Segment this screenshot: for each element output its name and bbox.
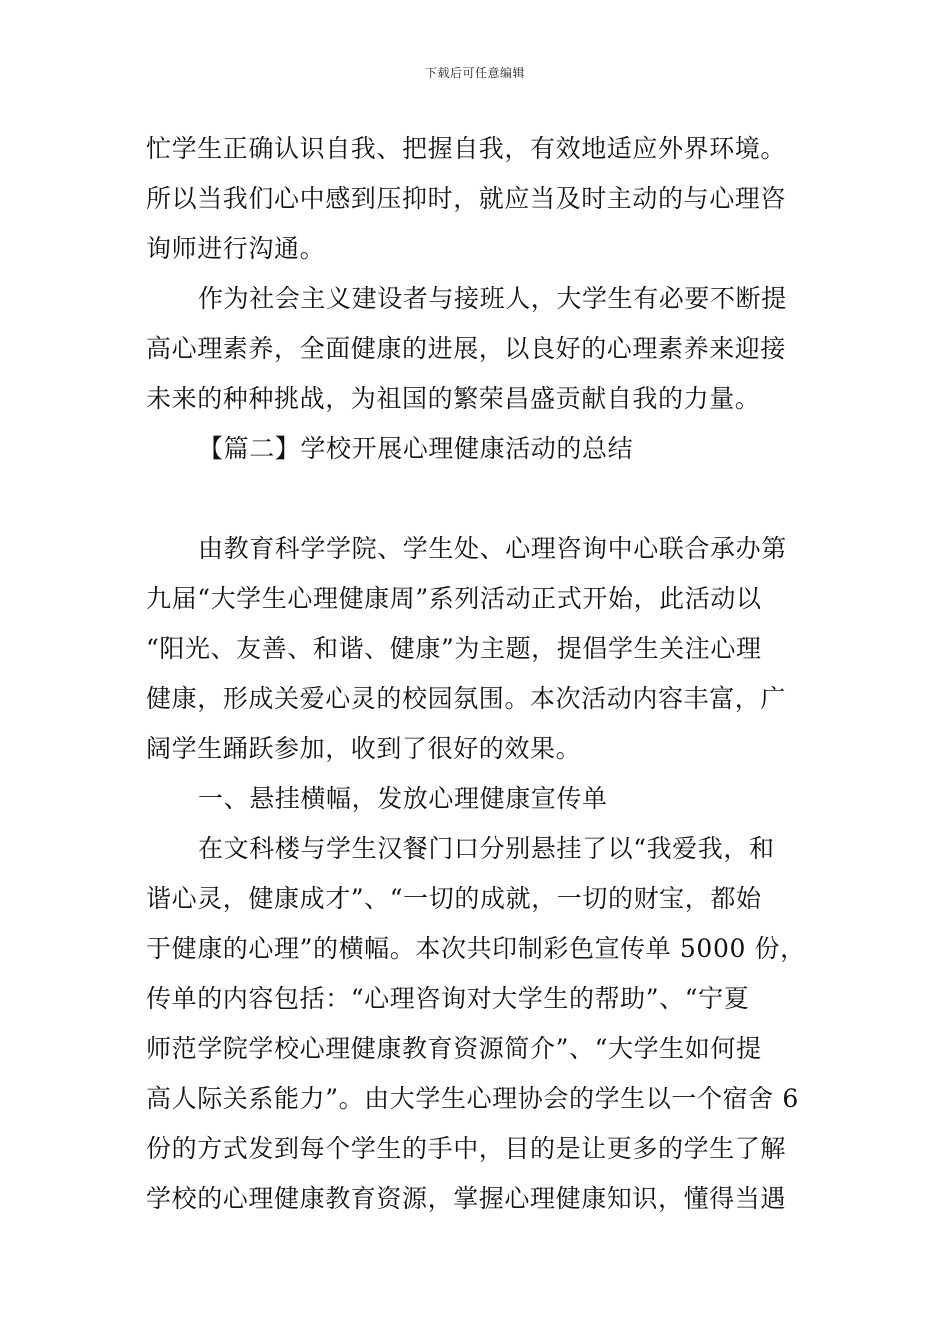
text-line: 高人际关系能力”。由大学生心理协会的学生以一个宿舍 6: [146, 1084, 799, 1113]
text-line: 忙学生正确认识自我、把握自我，有效地适应外界环境。: [146, 134, 787, 163]
text-line: 阔学生踊跃参加，收到了很好的效果。: [146, 734, 582, 763]
text-line: 于健康的心理”的横幅。本次共印制彩色宣传单 5000 份，: [146, 934, 806, 963]
document-body: [146, 124, 810, 1224]
text-line: 所以当我们心中感到压抑时，就应当及时主动的与心理咨: [146, 184, 787, 213]
text-line: 师范学院学校心理健康教育资源简介”、“大学生如何提: [146, 1034, 762, 1063]
text-line: 作为社会主义建设者与接班人，大学生有必要不断提: [198, 284, 787, 313]
section-heading: 【篇二】学校开展心理健康活动的总结: [198, 434, 634, 463]
text-line: 在文科楼与学生汉餐门口分别悬挂了以“我爱我，和: [198, 834, 775, 863]
text-line: 健康，形成关爱心灵的校园氛围。本次活动内容丰富，广: [146, 684, 787, 713]
text-line: 询师进行沟通。: [146, 234, 326, 263]
text-line: 未来的种种挑战，为祖国的繁荣昌盛贡献自我的力量。: [146, 384, 761, 413]
text-line: 份的方式发到每个学生的手中，目的是让更多的学生了解: [146, 1134, 787, 1163]
text-line: 学校的心理健康教育资源，掌握心理健康知识，懂得当遇: [146, 1184, 787, 1213]
text-line: 高心理素养，全面健康的进展，以良好的心理素养来迎接: [146, 334, 787, 363]
text-line: 九届“大学生心理健康周”系列活动正式开始，此活动以: [146, 584, 762, 613]
page-header: 下载后可任意编辑: [424, 66, 525, 80]
text-line: 传单的内容包括：“心理咨询对大学生的帮助”、“宁夏: [146, 984, 750, 1013]
subsection-heading: 一、悬挂横幅，发放心理健康宣传单: [198, 784, 608, 813]
blank-line: [146, 474, 810, 524]
text-line: 由教育科学学院、学生处、心理咨询中心联合承办第: [198, 534, 787, 563]
text-line: 谐心灵，健康成才”、“一切的成就，一切的财宝，都始: [146, 884, 762, 913]
text-line: “阳光、友善、和谐、健康”为主题，提倡学生关注心理: [146, 634, 762, 663]
